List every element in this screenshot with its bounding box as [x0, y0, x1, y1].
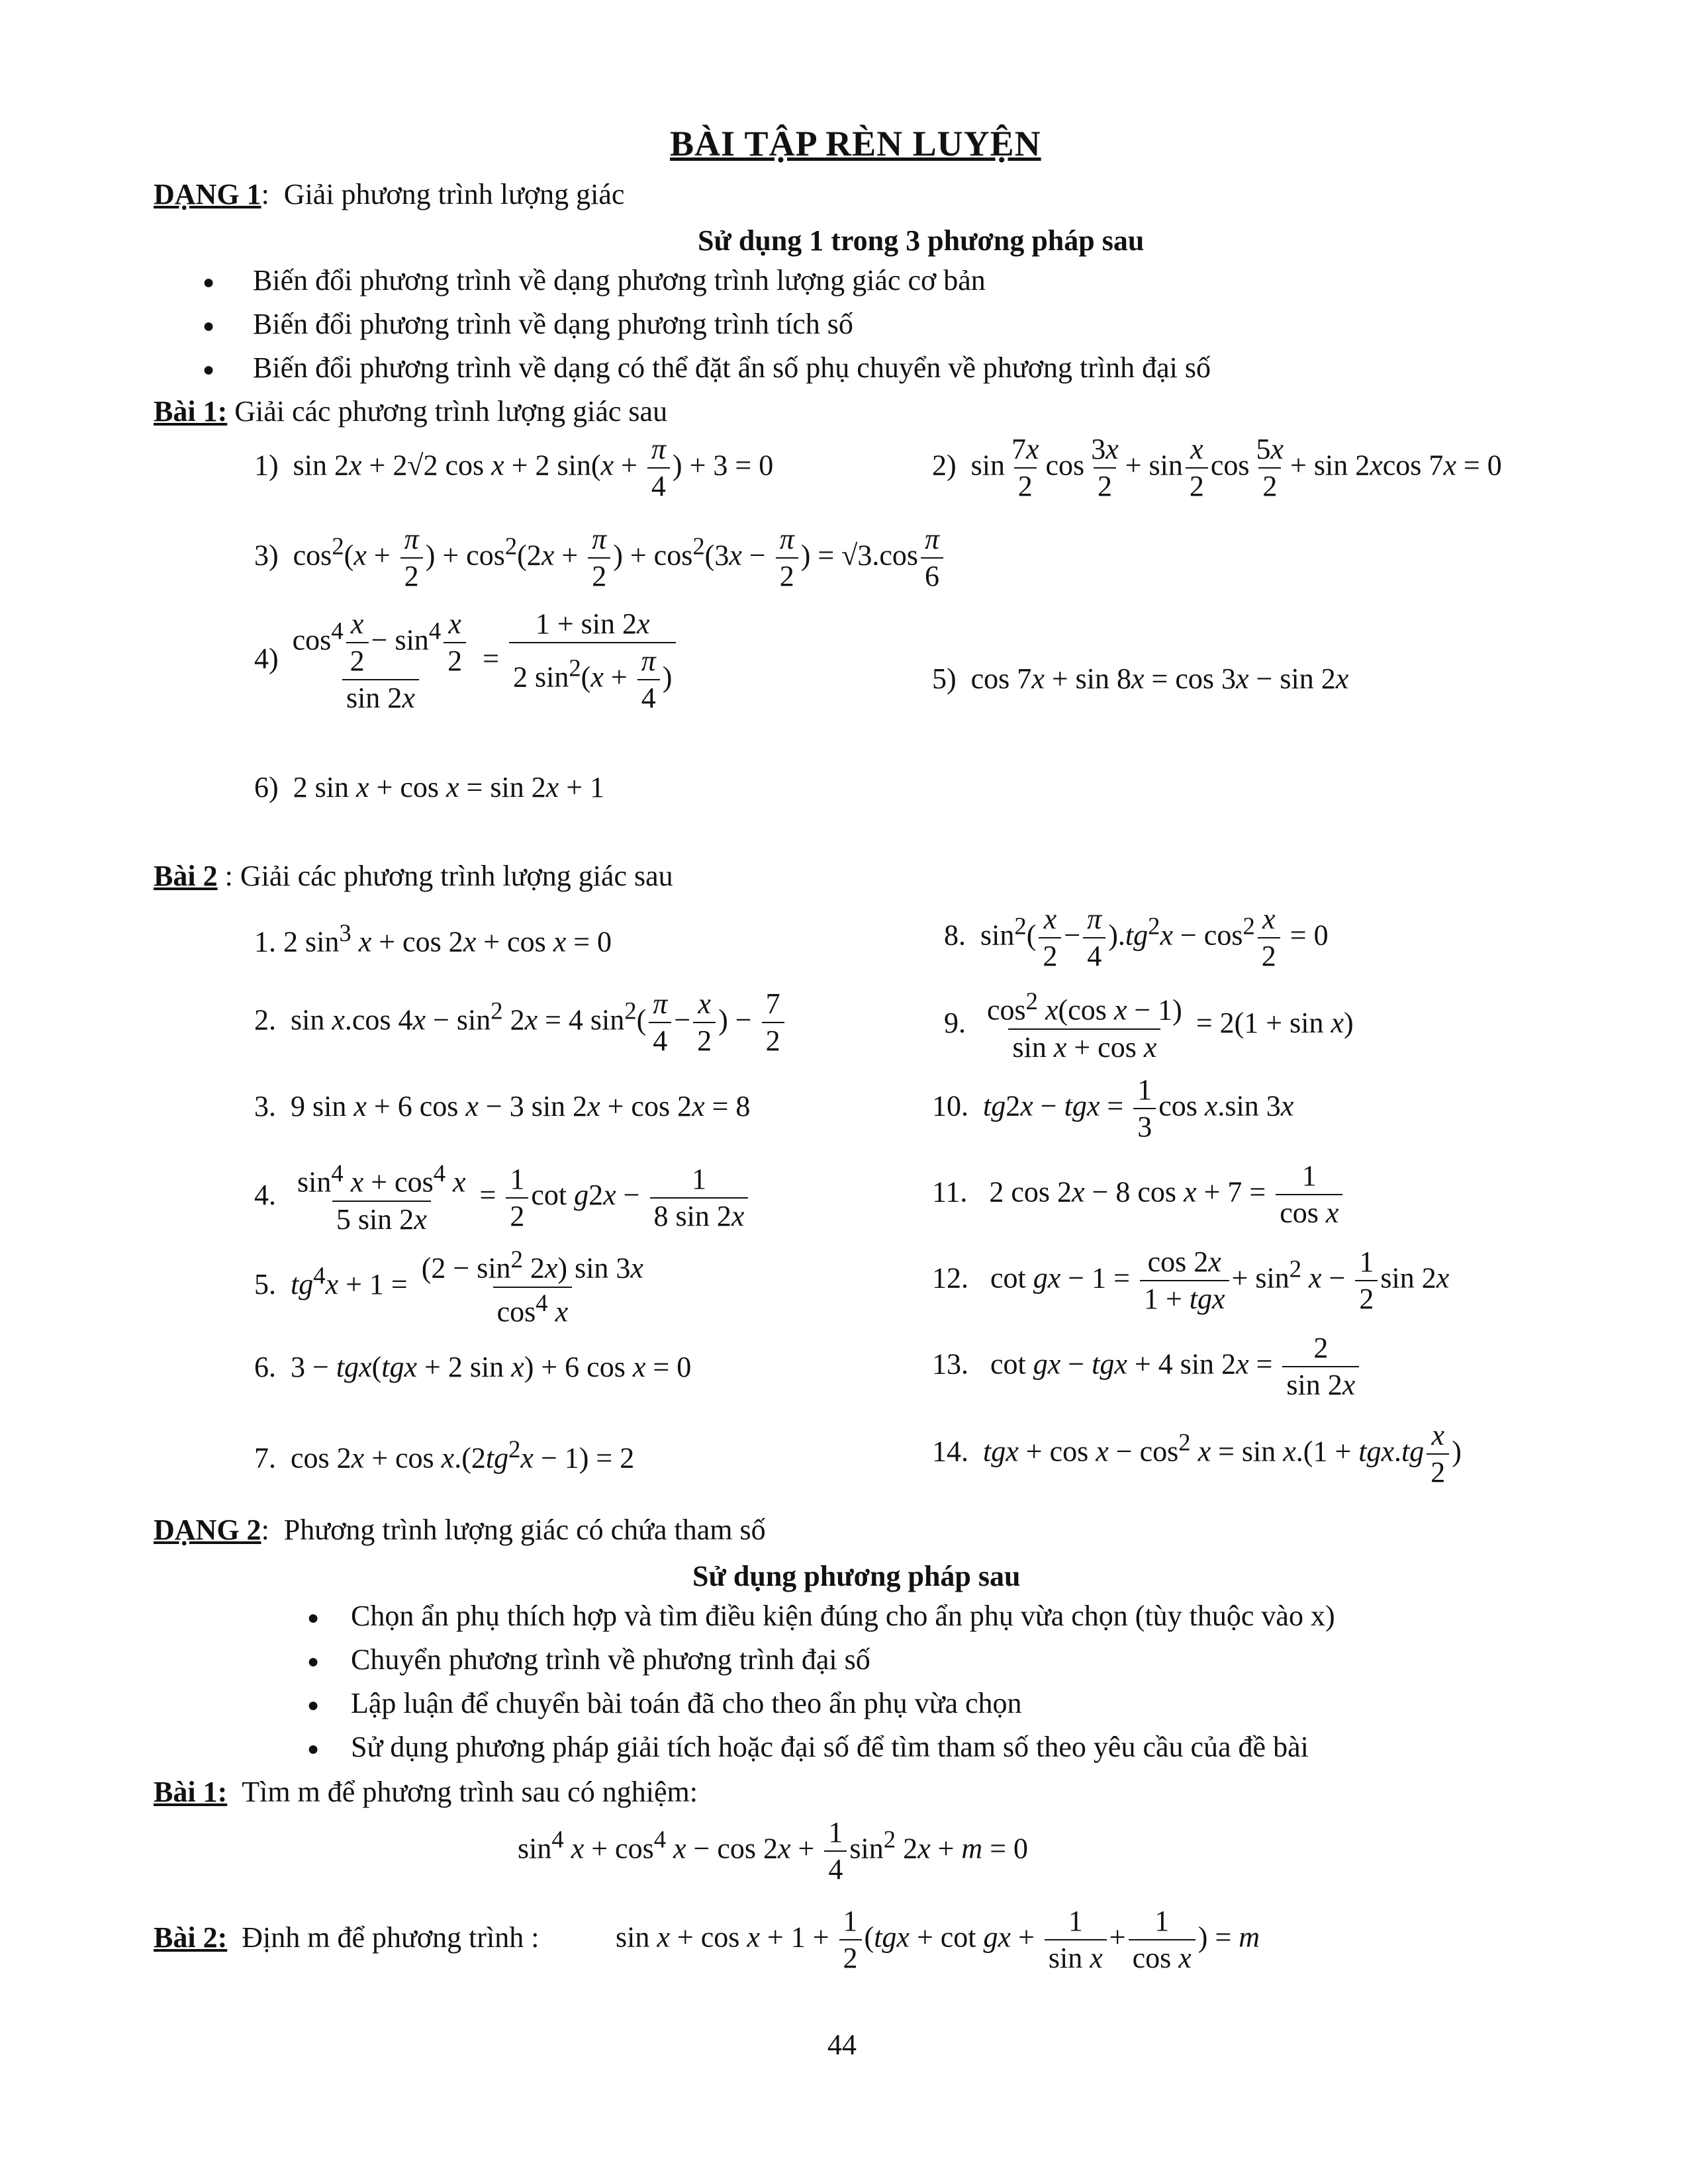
- dang1-desc: Giải phương trình lượng giác: [283, 178, 625, 210]
- bai-text: Giải các phương trình lượng giác sau: [234, 395, 668, 428]
- equation: 13. cot gx − tgx + 4 sin 2x = $\frac{2}{\sin 2x}$: [932, 1333, 1362, 1400]
- dang2-subtitle: Sử dụng phương pháp sau: [692, 1560, 1021, 1592]
- bai-sep: :: [224, 860, 233, 892]
- dang1-bai2-heading: [154, 862, 673, 891]
- equation: 11. 2 cos 2x − 8 cos x + 7 = $\frac{1}{\text{cos x}}$: [932, 1161, 1345, 1228]
- bai-text: Giải các phương trình lượng giác sau: [240, 860, 673, 892]
- dang1-bai1-heading: [154, 397, 667, 426]
- dang2-bullet: Chọn ẩn phụ thích hợp và tìm điều kiện đúng cho ẩn phụ vừa chọn (tùy thuộc vào x): [351, 1600, 1335, 1632]
- equation: 1. 2 $\sin^3 x + \cos 2x + \cos x = 0$: [254, 919, 612, 958]
- bullet-icon: ●: [203, 359, 215, 381]
- equation: 1) sin 2x + 2√2 cos x + 2 sin(x + $\frac{\pi}{4}$ ) + 3 = 0: [254, 433, 774, 503]
- page-number: 44: [827, 2028, 857, 2061]
- bullet-icon: ●: [307, 1694, 320, 1716]
- equation: sin x + cos x + 1 + $\frac{1}{2}$ (tgx + cot gx + $\frac{1}{\text{sin x}}$ + $\frac{1}{\text{cos x}}$ ) = m: [616, 1905, 1260, 1975]
- bai-label: Bài 2: [154, 860, 218, 892]
- equation: 4) $\cos^4$ $\frac{x}{2}$ − $\sin^4$ $\frac{x}{2}$ sin 2x = 1 + sin 2x 2 $\sin^2(x$ + $\frac{\pi}{4}$ ): [254, 609, 679, 714]
- dang2-label: DẠNG 2: [154, 1514, 261, 1546]
- dang1-heading: [154, 180, 624, 209]
- equation: 5. $tg^4x + 1$ = $\frac{(2 - \sin^2 2x) \sin 3x}{\cos^4 x}$: [254, 1246, 643, 1328]
- equation: 4. $\frac{\sin^4 x + \cos^4 x}{5 \sin 2x}$ = $\frac{1}{2}$ cot g2x − $\frac{1}{8 \sin 2x}$: [254, 1161, 751, 1235]
- bai-label: Bài 1:: [154, 395, 228, 428]
- dang2-bullet: Lập luận để chuyển bài toán đã cho theo ẩn phụ vừa chọn: [351, 1687, 1022, 1719]
- equation: $\sin^4 x + \cos^4 x - \cos 2x$ + $\frac{1}{4}$ $\sin^2 2x + m = 0$: [518, 1816, 1029, 1886]
- dang2-bullet: Sử dụng phương pháp giải tích hoặc đại số để tìm tham số theo yêu cầu của đề bài: [351, 1731, 1309, 1763]
- equation: 3) $\cos^2(x$ + $\frac{\pi}{2}$ ) + $\cos^2(2x$ + $\frac{\pi}{2}$ ) + $\cos^2(3x$ − $\frac{\pi}{2}$ ) = √3.cos $\frac{\pi}{6}$: [254, 524, 946, 592]
- equation: 8. $\sin^2$( $\frac{x}{2}$ − $\frac{\pi}{4}$ )$.tg^2x - \cos^2$ $\frac{x}{2}$ = 0: [944, 903, 1329, 973]
- equation: 6. 3 − tgx(tgx + 2 sin x) + 6 cos x = 0: [254, 1351, 692, 1383]
- equation: 10. tg2x − tgx = $\frac{1}{3}$ cos x.sin 3x: [932, 1073, 1294, 1144]
- dang2-bai1-heading: [154, 1778, 698, 1807]
- dang1-sep: :: [261, 178, 269, 210]
- bullet-icon: ●: [203, 315, 215, 337]
- dang1-bullet: Biến đổi phương trình về dạng có thể đặt ẩn số phụ chuyển về phương trình đại số: [253, 351, 1211, 384]
- bullet-icon: ●: [307, 1651, 320, 1672]
- bullet-icon: ●: [307, 1738, 320, 1760]
- bullet-icon: ●: [307, 1607, 320, 1629]
- dang1-bullet: Biến đổi phương trình về dạng phương trình lượng giác cơ bản: [253, 264, 986, 296]
- bai-text: Tìm m để phương trình sau có nghiệm:: [242, 1776, 698, 1808]
- dang1-subtitle: Sử dụng 1 trong 3 phương pháp sau: [698, 224, 1145, 257]
- dang2-bai2-heading: [154, 1923, 539, 1952]
- equation: 3. 9 sin x + 6 cos x − 3 sin 2x + cos 2x = 8: [254, 1090, 751, 1122]
- equation: 9. $\frac{\cos^2 x(\cos x - 1)}{\text{sin x + cos x}}$ = 2(1 + sin x): [944, 987, 1354, 1064]
- dang1-label: DẠNG 1: [154, 178, 261, 210]
- equation: 2) sin $\frac{7x}{2}$ cos $\frac{3x}{2}$ + sin $\frac{x}{2}$ cos $\frac{5x}{2}$ + sin 2xcos 7x = 0: [932, 433, 1502, 503]
- dang2-sep: :: [261, 1514, 269, 1546]
- bai-label: Bài 2:: [154, 1921, 228, 1954]
- equation: 14. tgx + $\cos x - \cos^2 x = \sin x.(1 + tgx.tg$ $\frac{x}{2}$ ): [932, 1419, 1462, 1489]
- equation: 2. sin x.cos $4x - \sin^2 2x = 4$ $\sin^2$( $\frac{\pi}{4}$ − $\frac{x}{2}$ ) − $\frac{7}{2}$: [254, 989, 787, 1056]
- dang2-desc: Phương trình lượng giác có chứa tham số: [283, 1514, 766, 1546]
- bullet-icon: ●: [203, 271, 215, 293]
- dang2-heading: [154, 1516, 766, 1545]
- equation: 12. cot gx − 1 = $\frac{\cos 2x}{\text{1 + tgx}}$ + $\sin^2 x$ − $\frac{1}{2}$ sin 2x: [932, 1246, 1450, 1316]
- equation: 7. $\cos 2x + \cos x.(2tg^2x - 1) = 2$: [254, 1435, 635, 1475]
- bai-text: Định m để phương trình :: [242, 1921, 539, 1954]
- dang1-bullet: Biến đổi phương trình về dạng phương trình tích số: [253, 308, 853, 340]
- equation: 6) 2 sin x + cos x = sin 2x + 1: [254, 771, 605, 803]
- bai-label: Bài 1:: [154, 1776, 228, 1808]
- equation: 5) cos 7x + sin 8x = cos 3x − sin 2x: [932, 662, 1349, 695]
- dang2-bullet: Chuyển phương trình về phương trình đại số: [351, 1643, 870, 1676]
- page-title: BÀI TẬP RÈN LUYỆN: [670, 124, 1041, 163]
